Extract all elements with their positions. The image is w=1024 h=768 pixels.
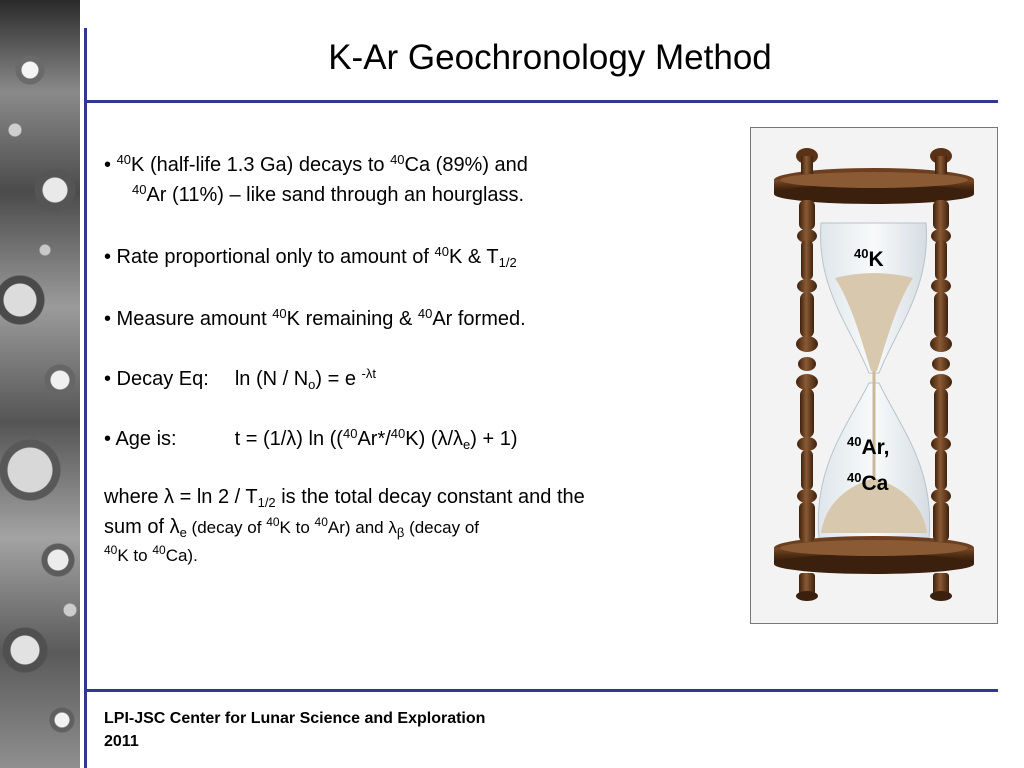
bullet-decay-eq: • Decay Eq: $\ln (N / N_o) = e$ $^{-\lambda t}$ bbox=[104, 366, 376, 392]
bullet-decay: • $^{40}$K (half-life 1.3 Ga) decays to $^{40}$Ca (89%) and bbox=[104, 152, 528, 176]
label-potassium: $^{40}$K bbox=[854, 246, 884, 271]
hourglass-illustration bbox=[751, 128, 997, 623]
footer-divider bbox=[84, 689, 998, 692]
label-argon: $^{40}$Ar, bbox=[847, 434, 890, 459]
bullet-age: • Age is: t = (1/λ) ln (($^{40}$Ar*/$^{40}$K) $(\lambda/\lambda_e) + 1$) bbox=[104, 426, 518, 452]
footer-org: LPI-JSC Center for Lunar Science and Exploration bbox=[104, 710, 486, 727]
label-calcium: $^{40}$Ca bbox=[847, 470, 889, 495]
where-text-cont: sum of $\lambda_e$ (decay of $^{40}$K to $^{40}$Ar) and $\lambda_\beta$ (decay of bbox=[104, 515, 479, 540]
slide-title: K-Ar Geochronology Method bbox=[328, 38, 772, 77]
bullet-decay-cont: $^{40}$Ar (11%) – like sand through an hourglass. bbox=[132, 182, 525, 206]
lunar-surface-image bbox=[0, 0, 80, 768]
footer-year: 2011 bbox=[104, 733, 139, 750]
where-text-end: $^{40}$K to $^{40}$Ca). bbox=[104, 543, 198, 565]
where-text: where $\lambda = \ln 2 / T_{1/2}$ is the total decay constant and the bbox=[104, 486, 585, 510]
slide-body bbox=[104, 150, 734, 569]
bullet-rate: • Rate proportional only to amount of $^{40}$K & $T_{1/2}$ bbox=[104, 244, 517, 270]
hourglass-photo bbox=[750, 127, 998, 624]
left-divider bbox=[84, 28, 87, 768]
footer bbox=[104, 707, 624, 753]
title-divider bbox=[84, 100, 998, 103]
bullet-measure: • Measure amount $^{40}$K remaining & $^{40}$Ar formed. bbox=[104, 306, 526, 330]
